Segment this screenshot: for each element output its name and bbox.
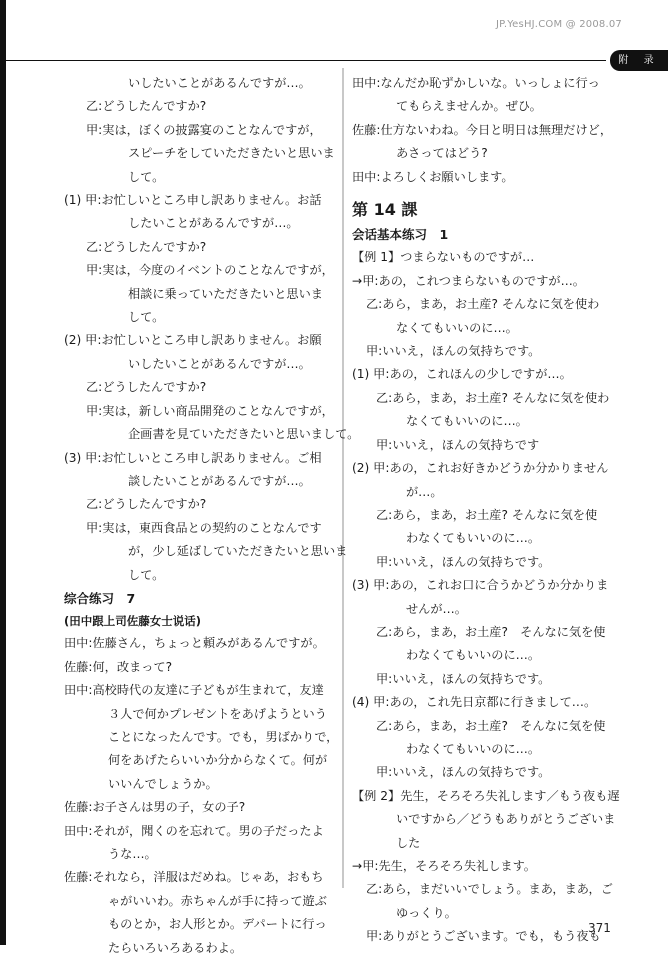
line-text: 実は，今度のイベントのことなんですが， [102, 263, 334, 278]
text-line [352, 166, 614, 189]
section-heading [64, 587, 342, 610]
speaker-label: 佐藤: [352, 122, 381, 137]
text-line [64, 564, 342, 587]
speaker-label: 甲: [376, 554, 393, 569]
speaker-label: (1) 甲: [352, 367, 390, 382]
speaker-label: 乙: [376, 624, 393, 639]
line-text: なくてもいいのに…。 [406, 414, 528, 429]
line-text: して。 [128, 169, 165, 184]
text-line [64, 189, 342, 212]
speaker-label: (1) 甲: [64, 193, 102, 208]
header-rule [6, 60, 606, 61]
line-text: わなくてもいいのに…。 [406, 531, 541, 546]
text-line [352, 434, 614, 457]
speaker-label: 田中: [64, 823, 93, 838]
speaker-label: (3) 甲: [64, 450, 102, 465]
line-text: いいんでしょうか。 [108, 776, 218, 791]
line-text: どうしたんですか? [102, 99, 207, 114]
line-text: 実は，ぼくの披露宴のことなんですが， [102, 122, 322, 137]
text-line [64, 166, 342, 189]
text-line [352, 340, 614, 363]
line-text: どうしたんですか? [102, 497, 207, 512]
text-line [352, 738, 614, 761]
text-line [352, 481, 614, 504]
lesson-heading [352, 197, 614, 223]
line-text: いいえ，ほんの気持ちです。 [392, 671, 551, 686]
text-line [352, 855, 614, 878]
line-text: あら，まあ，お土産? そんなに気を使 [392, 507, 598, 522]
line-text: どうしたんですか? [102, 380, 207, 395]
line-text: 企画書を見ていただきたいと思いまして。 [128, 427, 360, 442]
text-line [64, 726, 342, 749]
text-line [352, 293, 614, 316]
line-text: うな…。 [108, 847, 157, 861]
line-text: が，少し延ばしていただきたいと思いま [128, 544, 348, 559]
text-line [64, 632, 342, 655]
line-text: いしたいことがあるんですが…。 [128, 356, 311, 371]
line-text: なくてもいいのに…。 [396, 320, 518, 335]
speaker-label: 甲: [366, 929, 383, 944]
speaker-label: (2) 甲: [352, 461, 390, 476]
speaker-label: (3) 甲: [352, 578, 390, 593]
line-text: あさってはどう? [396, 146, 488, 161]
left-column [64, 72, 360, 960]
text-line [64, 820, 342, 843]
text-line [64, 447, 342, 470]
speaker-label: 佐藤: [64, 659, 93, 674]
line-text: それが，聞くのを忘れて。男の子だったよ [92, 823, 324, 838]
text-line [352, 95, 614, 118]
line-text: お忙しいところ申し訳ありません。ご相 [101, 450, 322, 465]
text-line [64, 283, 342, 306]
speaker-label: 甲: [86, 520, 103, 535]
section-subtitle [64, 610, 342, 632]
line-text: 何，改まって? [92, 659, 173, 674]
line-text: あら，まあ，お土産? そんなに気を使 [392, 624, 606, 639]
line-text: 実は，新しい商品開発のことなんですが， [102, 403, 334, 418]
text-line [64, 703, 342, 726]
right-column [352, 72, 620, 949]
line-text: ３人で何かプレゼントをあげようという [108, 706, 327, 721]
line-text: どうしたんですか? [102, 239, 207, 254]
text-line [352, 621, 614, 644]
line-text: わなくてもいいのに…。 [406, 648, 541, 663]
speaker-label: 甲: [366, 344, 383, 359]
section-tab-appendix: 附 录 [610, 50, 668, 71]
speaker-label: 乙: [86, 497, 103, 512]
text-line [64, 236, 342, 259]
text-line [64, 376, 342, 399]
text-line [352, 598, 614, 621]
speaker-label: 田中: [352, 76, 381, 90]
text-line [352, 808, 614, 831]
line-text: つまらないものですが… [400, 250, 535, 265]
watermark: JP.YesHJ.COM @ 2008.07 [496, 19, 622, 30]
line-text: 第 14 課 [352, 200, 418, 220]
line-text: よろしくお願いします。 [380, 169, 514, 184]
speaker-label: 乙: [376, 718, 393, 733]
text-line [352, 246, 614, 269]
line-text: して。 [128, 567, 165, 582]
speaker-label: 甲: [86, 263, 103, 278]
line-text: ことになったんです。でも，男ばかりで， [108, 729, 339, 744]
line-text: スピーチをしていただきたいと思いま [128, 146, 335, 161]
line-text: あの，これほんの少しですが…。 [389, 367, 572, 382]
text-line [352, 785, 620, 808]
text-line [64, 423, 360, 446]
text-line [64, 913, 342, 936]
text-line [352, 363, 614, 386]
speaker-label: 乙: [86, 239, 103, 254]
line-text: お忙しいところ申し訳ありません。お話 [101, 193, 322, 208]
line-text: てもらえませんか。ぜひ。 [396, 99, 542, 114]
speaker-label: 乙: [376, 390, 393, 405]
speaker-label: 乙: [376, 507, 393, 522]
text-line [64, 259, 342, 282]
line-text: 何をあげたらいいか分からなくて。何が [108, 753, 328, 768]
text-line [64, 470, 342, 493]
line-text: 談したいことがあるんですが…。 [128, 473, 311, 488]
line-text: 佐藤さん，ちょっと頼みがあるんですが。 [92, 636, 325, 651]
speaker-label: 甲: [376, 765, 393, 780]
line-text: 高校時代の友達に子どもが生まれて，友達 [92, 683, 324, 698]
text-line [64, 866, 342, 889]
text-line [352, 142, 614, 165]
speaker-label: (4) 甲: [352, 695, 390, 710]
text-line [352, 668, 614, 691]
speaker-label: 甲: [376, 437, 393, 452]
speaker-label: (2) 甲: [64, 333, 102, 348]
line-text: 会话基本练习 1 [352, 227, 449, 243]
text-line [64, 119, 342, 142]
text-line [64, 353, 342, 376]
line-text: なんだか恥ずかしいな。いっしょに行っ [380, 76, 600, 90]
speaker-label: →甲: [352, 273, 379, 288]
text-line [352, 691, 614, 714]
speaker-label: 【例 2】 [352, 788, 401, 803]
line-text: あの，これお好きかどうか分かりません [389, 461, 609, 476]
line-text: あら，まあ，お土産? そんなに気を使わ [392, 390, 610, 405]
line-text: 相談に乗っていただきたいと思いま [128, 286, 323, 301]
line-text: したいことがあるんですが…。 [128, 216, 299, 231]
line-text: 実は，東西食品との契約のことなんです [102, 520, 322, 535]
line-text: あら，まだいいでしょう。まあ，まあ，ご [382, 882, 613, 897]
line-text: あの，これお口に合うかどうか分かりま [389, 578, 609, 593]
speaker-label: 【例 1】 [352, 250, 401, 265]
text-line [64, 212, 342, 235]
text-line [64, 656, 342, 679]
text-line [352, 270, 614, 293]
speaker-label: 佐藤: [64, 800, 93, 815]
column-divider [342, 68, 344, 888]
line-text: 综合练习 7 [64, 590, 136, 606]
section-heading [352, 223, 614, 246]
speaker-label: 甲: [376, 671, 393, 686]
line-text: (田中跟上司佐藤女士说话) [64, 614, 202, 629]
line-text: あら，まあ，お土産? そんなに気を使わ [382, 297, 600, 312]
speaker-label: 甲: [86, 403, 103, 418]
speaker-label: 田中: [352, 169, 381, 184]
text-line [352, 551, 614, 574]
text-line [64, 937, 342, 960]
speaker-label: 乙: [86, 99, 103, 114]
line-text: いいえ，ほんの気持ちです。 [382, 344, 541, 359]
text-line [352, 527, 614, 550]
text-line [352, 574, 614, 597]
text-line [352, 715, 614, 738]
speaker-label: →甲: [352, 859, 379, 873]
line-text: お子さんは男の子，女の子? [92, 800, 246, 815]
line-text: 先生，そろそろ失礼します／もう夜も遅 [400, 788, 620, 803]
text-line [352, 878, 614, 901]
text-line [64, 517, 342, 540]
text-line [64, 72, 342, 95]
text-line [352, 72, 614, 95]
text-line [64, 773, 342, 796]
line-text: いいえ，ほんの気持ちです [392, 437, 540, 452]
speaker-label: 乙: [86, 380, 103, 395]
line-text: ものとか，お人形とか。デパートに行っ [108, 917, 327, 932]
text-line [352, 457, 614, 480]
text-line [64, 329, 342, 352]
line-text: お忙しいところ申し訳ありません。お願 [101, 333, 322, 348]
line-text: それなら，洋服はだめね。じゃあ，おもち [92, 870, 324, 885]
line-text: いしたいことがあるんですが…。 [128, 76, 311, 90]
text-line [352, 317, 614, 340]
text-line [64, 400, 342, 423]
speaker-label: 乙: [366, 297, 383, 312]
text-line [64, 749, 342, 772]
text-line [352, 504, 614, 527]
line-text: いいえ，ほんの気持ちです。 [392, 765, 551, 780]
text-line [64, 540, 348, 563]
line-text: した [396, 835, 421, 850]
speaker-label: 佐藤: [64, 870, 93, 885]
page-number: 371 [588, 921, 611, 935]
text-line [352, 761, 614, 784]
line-text: 仕方ないわね。今日と明日は無理だけど， [380, 122, 613, 137]
speaker-label: 田中: [64, 683, 93, 698]
text-line [64, 796, 342, 819]
line-text: あら，まあ，お土産? そんなに気を使 [392, 718, 606, 733]
line-text: あの，これつまらないものですが…。 [378, 273, 585, 288]
speaker-label: 田中: [64, 636, 93, 651]
text-line [352, 119, 614, 142]
text-line [64, 890, 342, 913]
line-text: いいえ，ほんの気持ちです。 [392, 554, 551, 569]
line-text: いですから／どうもありがとうございま [396, 812, 616, 827]
line-text: あの，これ先日京都に行きまして…。 [389, 695, 597, 710]
line-text: せんが…。 [406, 601, 467, 616]
line-text: たらいろいろあるわよ。 [108, 940, 243, 955]
line-text: して。 [128, 310, 165, 325]
text-line [352, 387, 614, 410]
page-edge-strip [0, 0, 6, 945]
line-text: ゃがいいわ。赤ちゃんが手に持って遊ぶ [108, 893, 327, 908]
text-line [64, 142, 342, 165]
text-line [64, 306, 342, 329]
text-line [352, 925, 614, 948]
line-text: 先生，そろそろ失礼します。 [378, 859, 536, 873]
text-line [64, 493, 342, 516]
text-line [352, 410, 614, 433]
line-text: わなくてもいいのに…。 [406, 741, 541, 756]
line-text: が…。 [406, 484, 443, 499]
speaker-label: 甲: [86, 122, 103, 137]
text-line [352, 832, 614, 855]
text-line [352, 644, 614, 667]
speaker-label: 乙: [366, 882, 383, 897]
text-line [352, 902, 614, 925]
text-line [64, 679, 342, 702]
text-line [64, 843, 342, 866]
line-text: ありがとうございます。でも，もう夜も [382, 929, 601, 944]
line-text: ゆっくり。 [396, 905, 457, 920]
text-line [64, 95, 342, 118]
